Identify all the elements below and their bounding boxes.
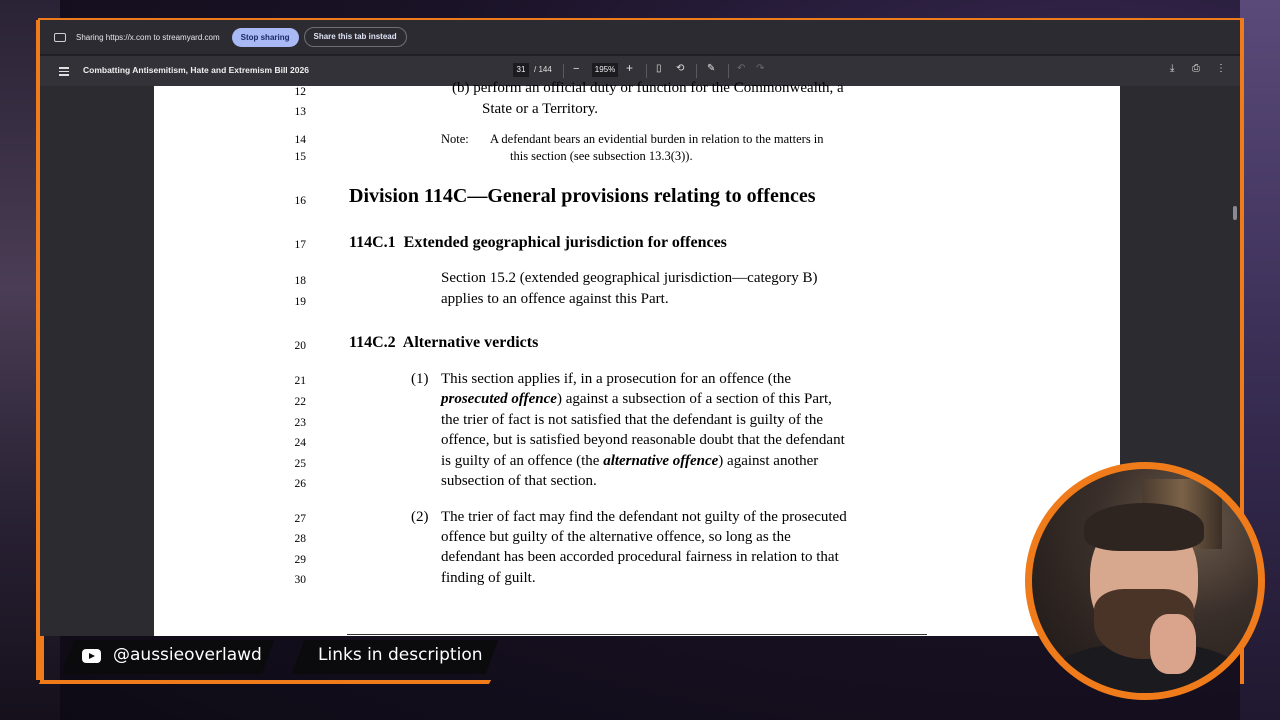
line-number: 20 [294, 340, 306, 352]
section-heading: 114C.2 Alternative verdicts [349, 334, 539, 351]
line-number: 16 [294, 195, 306, 207]
page-footer-rule [347, 634, 927, 635]
subsection-number: (2) [411, 509, 429, 525]
text-line: (b) perform an official duty or function for the Commonwealth, a [452, 80, 844, 96]
webcam-feed [1032, 469, 1258, 693]
text-line: The trier of fact may find the defendant not guilty of the prosecuted [441, 509, 847, 525]
note-line: this section (see subsection 13.3(3)). [510, 149, 693, 163]
lower-third-accent [40, 636, 44, 684]
text-line: subsection of that section. [441, 473, 597, 489]
text-line: the trier of fact is not satisfied that the defendant is guilty of the [441, 412, 823, 428]
note-line: Note: A defendant bears an evidential burden in relation to the matters in [441, 132, 824, 146]
webcam-person-hair [1084, 503, 1204, 551]
zoom-in-icon[interactable]: + [626, 61, 634, 75]
text-line: applies to an offence against this Part. [441, 291, 669, 307]
line-number: 17 [294, 239, 306, 251]
text-line: Section 15.2 (extended geographical jurisdiction—category B) [441, 270, 818, 286]
toolbar-divider [696, 64, 697, 78]
annotate-pen-icon[interactable]: ✎ [707, 63, 716, 74]
document-title: Combatting Antisemitism, Hate and Extremism Bill 2026 [83, 65, 309, 75]
line-number: 29 [294, 554, 306, 566]
print-icon[interactable]: ⎙ [1192, 63, 1200, 74]
stop-sharing-button[interactable]: Stop sharing [232, 28, 299, 47]
channel-handle: @aussieoverlawd [113, 645, 262, 665]
line-number: 24 [294, 437, 306, 449]
webcam-person-hand [1150, 614, 1196, 674]
line-number: 12 [294, 86, 306, 98]
screen-share-bar [40, 20, 1240, 54]
section-heading: 114C.1 Extended geographical jurisdiction for offences [349, 234, 727, 251]
line-number: 15 [294, 151, 306, 163]
line-number: 22 [294, 396, 306, 408]
rotate-icon[interactable]: ⟲ [676, 63, 685, 74]
text-fragment: ) against a subsection of a section of this Part, [556, 391, 832, 407]
line-number: 14 [294, 134, 306, 146]
fit-page-icon[interactable]: ▯ [656, 63, 662, 74]
pdf-page [154, 80, 1120, 636]
text-line: State or a Territory. [482, 101, 598, 117]
line-number: 28 [294, 533, 306, 545]
download-icon[interactable]: ⤓ [1170, 63, 1175, 74]
line-number: 18 [294, 275, 306, 287]
menu-icon[interactable] [59, 67, 69, 75]
text-line [441, 391, 832, 408]
line-number: 23 [294, 417, 306, 429]
division-heading: Division 114C—General provisions relating to offences [349, 185, 816, 207]
line-number: 25 [294, 458, 306, 470]
redo-icon[interactable]: ↷ [756, 63, 765, 74]
undo-icon[interactable]: ↶ [737, 63, 746, 74]
text-line: offence, but is satisfied beyond reasonable doubt that the defendant [441, 432, 845, 448]
page-number-input[interactable]: 31 [513, 63, 529, 77]
share-message: Sharing https://x.com to streamyard.com [76, 32, 220, 42]
toolbar-divider [646, 64, 647, 78]
text-fragment: is guilty of an offence (the [441, 453, 604, 469]
line-number: 19 [294, 296, 306, 308]
scrollbar-thumb[interactable] [1233, 206, 1237, 220]
subsection-number: (1) [411, 371, 429, 387]
text-line: defendant has been accorded procedural fairness in relation to that [441, 549, 839, 565]
line-number: 30 [294, 574, 306, 586]
text-line: finding of guilt. [441, 570, 536, 586]
lower-third-accent [39, 680, 491, 684]
text-line [441, 453, 818, 470]
line-number: 26 [294, 478, 306, 490]
line-number: 13 [294, 106, 306, 118]
text-fragment: ) against another [718, 453, 819, 469]
defined-term: alternative offence [603, 453, 719, 469]
zoom-level-input[interactable]: 195% [592, 63, 618, 77]
zoom-out-icon[interactable]: − [573, 63, 580, 75]
stream-frame-left [36, 20, 40, 680]
line-number: 21 [294, 375, 306, 387]
toolbar-divider [563, 64, 564, 78]
share-this-tab-button[interactable]: Share this tab instead [304, 27, 407, 47]
toolbar-divider [728, 64, 729, 78]
screen-share-icon [54, 33, 66, 42]
page-total: / 144 [534, 65, 552, 74]
line-number: 27 [294, 513, 306, 525]
more-options-icon[interactable]: ⋮ [1216, 63, 1226, 74]
links-in-description: Links in description [318, 645, 483, 665]
text-line: This section applies if, in a prosecution for an offence (the [441, 371, 792, 387]
text-line: offence but guilty of the alternative offence, so long as the [441, 529, 791, 545]
youtube-icon [82, 649, 101, 663]
defined-term: prosecuted offence [441, 391, 557, 407]
